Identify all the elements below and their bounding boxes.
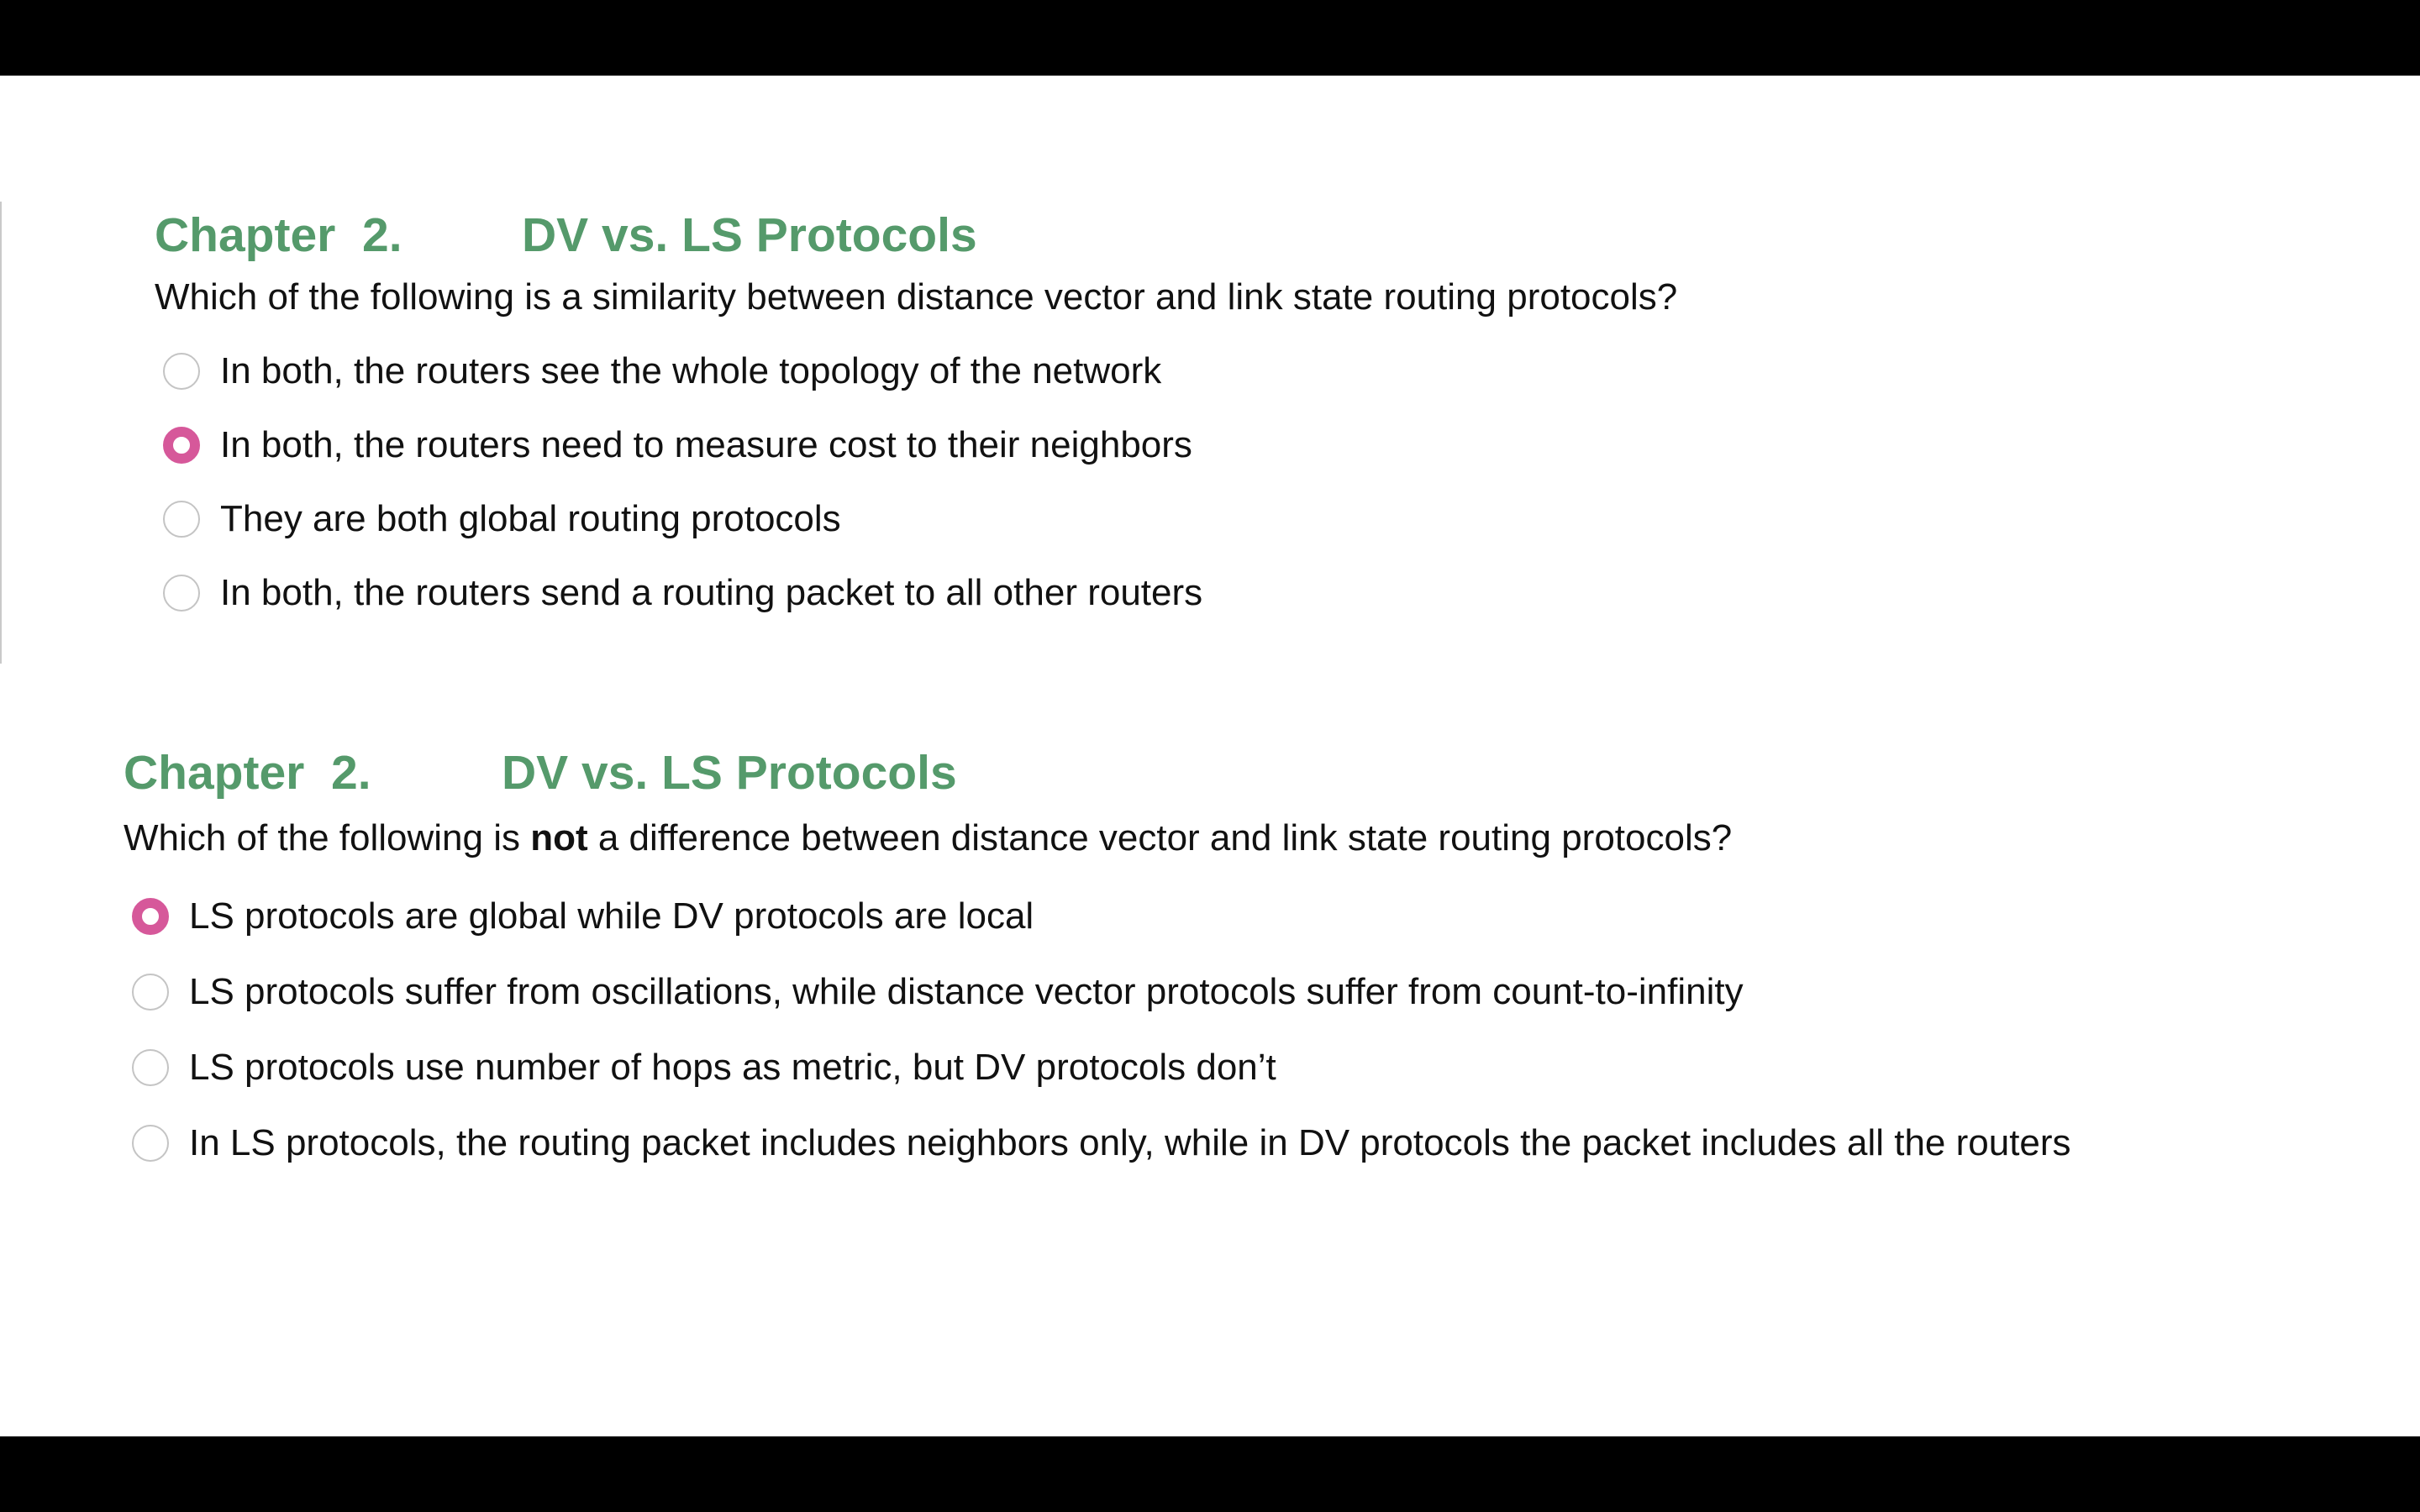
radio-button-icon[interactable]	[163, 353, 200, 390]
answer-option[interactable]	[124, 954, 2071, 1030]
prompt-text-after: a difference between distance vector and link state routing protocols?	[587, 817, 1733, 858]
radio-button-icon[interactable]	[132, 1049, 169, 1086]
answer-option-label: In both, the routers see the whole topology of the network	[220, 350, 1162, 391]
topic-title: DV vs. LS Protocols	[522, 208, 977, 262]
left-divider	[0, 202, 2, 664]
prompt-emphasis: not	[530, 817, 588, 858]
answer-option-label: In both, the routers send a routing packet to all other routers	[220, 572, 1203, 613]
chapter-label: Chapter 2.	[124, 746, 371, 800]
answer-option[interactable]	[155, 556, 1677, 630]
quiz-slide	[0, 76, 2420, 1436]
answer-option[interactable]	[124, 1105, 2071, 1181]
answer-option-label: LS protocols suffer from oscillations, while distance vector protocols suffer from count-to-infinity	[189, 971, 1744, 1012]
radio-button-icon[interactable]	[163, 427, 200, 464]
answer-option[interactable]	[124, 1030, 2071, 1105]
question-1	[155, 202, 1677, 630]
answer-option-label: LS protocols use number of hops as metric, but DV protocols don’t	[189, 1047, 1276, 1088]
radio-button-icon[interactable]	[163, 501, 200, 538]
answer-option[interactable]	[155, 482, 1677, 556]
answer-option[interactable]	[124, 879, 2071, 954]
question-prompt: Which of the following is a similarity between distance vector and link state routing protocols?	[155, 276, 1678, 318]
answer-option[interactable]	[155, 334, 1677, 408]
answer-option-label: They are both global routing protocols	[220, 498, 841, 539]
topic-title: DV vs. LS Protocols	[502, 746, 957, 800]
answer-option-label: In LS protocols, the routing packet includes neighbors only, while in DV protocols the packet includes all the routers	[189, 1122, 2071, 1163]
chapter-label: Chapter 2.	[155, 208, 402, 262]
answer-option-label: In both, the routers need to measure cost to their neighbors	[220, 424, 1192, 465]
question-1-heading	[155, 202, 1677, 269]
question-prompt	[124, 811, 2071, 865]
radio-button-icon[interactable]	[132, 898, 169, 935]
question-2-heading	[124, 739, 2071, 806]
answer-options	[155, 334, 1677, 630]
answer-option-label: LS protocols are global while DV protocols are local	[189, 895, 1034, 937]
answer-options	[124, 879, 2071, 1181]
prompt-text-before: Which of the following is	[124, 817, 531, 858]
answer-option[interactable]	[155, 408, 1677, 482]
radio-button-icon[interactable]	[132, 974, 169, 1011]
radio-button-icon[interactable]	[132, 1125, 169, 1162]
question-2	[124, 739, 2071, 1181]
radio-button-icon[interactable]	[163, 575, 200, 612]
